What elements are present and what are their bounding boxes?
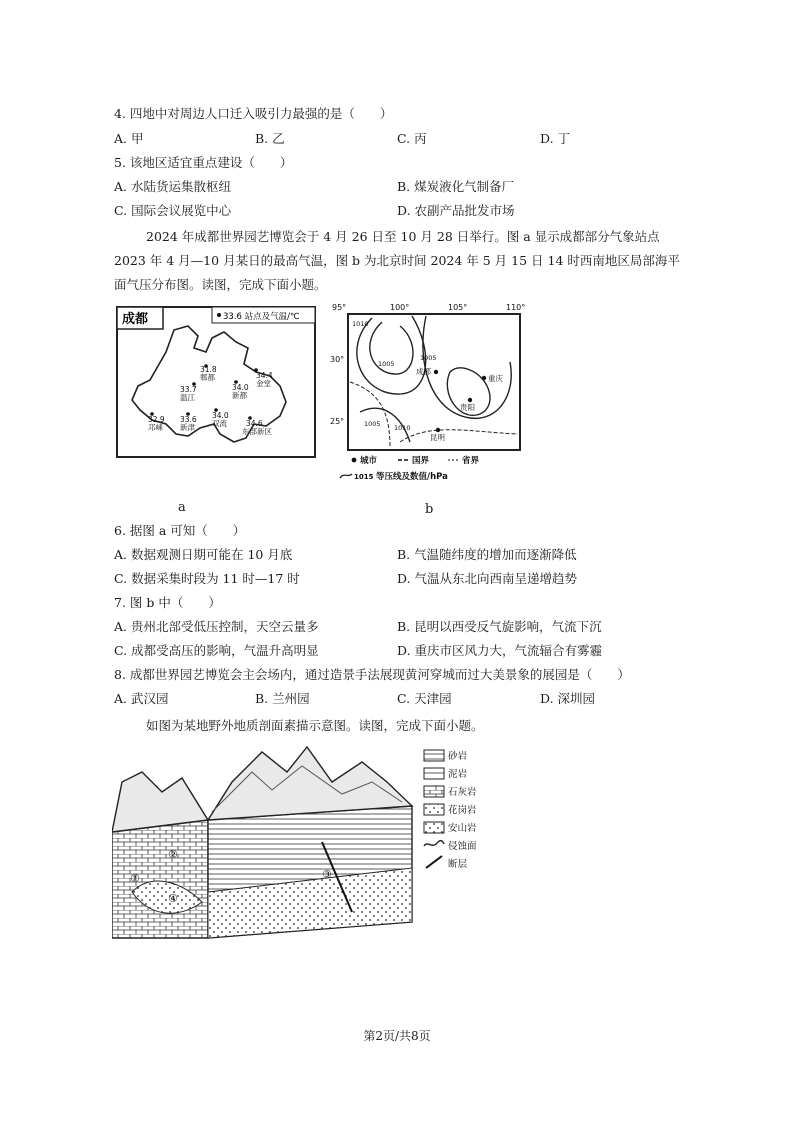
q6-option-a: A. 数据观测日期可能在 10 月底 [114, 547, 293, 562]
q6-option-d: D. 气温从东北向西南呈递增趋势 [397, 571, 578, 586]
q5-option-c: C. 国际会议展览中心 [114, 203, 232, 218]
q5-stem: 5. 该地区适宜重点建设（ ） [114, 155, 293, 170]
legend-city: 城市 [360, 456, 378, 466]
isobar-value: 1010 [394, 424, 411, 432]
legend-granite: 花岗岩 [448, 805, 477, 816]
figure-a-map [116, 306, 316, 458]
legend-limestone-swatch [424, 786, 444, 797]
legend-granite-swatch [424, 804, 444, 815]
isobar-value: 1005 [420, 354, 437, 362]
station-temp: 33.7 [180, 385, 197, 394]
passage-geology-text: 如图为某地野外地质剖面素描示意图。读图，完成下面小题。 [146, 718, 484, 733]
longitude-label: 95° [332, 303, 347, 312]
isobar-value: 1005 [364, 420, 381, 428]
mark-1: ① [130, 872, 140, 885]
passage-expo-text: 2024 年成都世界园艺博览会于 4 月 26 日至 10 月 28 日举行。图 a 显示成都部分气象站点 2023 年 4 月—10 月某日的最高气温，图 b 为北京时间 2024 年 5 月 15 日 14 时西南地区局部海平面气压分布图。读图，完成下面小题。 [114, 229, 680, 292]
legend-fault: 断层 [448, 859, 468, 870]
city-dot [436, 428, 440, 432]
q7-option-a: A. 贵州北部受低压控制，天空云量多 [114, 619, 319, 634]
station-temp: 34.0 [212, 411, 229, 420]
station-name: 新都 [232, 391, 247, 400]
page-footer: 第2页/共8页 [363, 1029, 431, 1043]
passage-geology [114, 714, 689, 738]
legend-province: 省界 [462, 456, 480, 466]
q6-stem: 6. 据图 a 可知（ ） [114, 523, 246, 538]
legend-andesite: 安山岩 [448, 823, 477, 834]
isobar-value: 1005 [378, 360, 395, 368]
station-temp: 34.4 [256, 371, 273, 380]
legend-andesite-swatch [424, 822, 444, 833]
legend-erosion-swatch [424, 841, 444, 846]
figure-geology [112, 742, 502, 940]
legend-isobar-value: 1015 [354, 473, 374, 481]
longitude-label: 100° [390, 303, 410, 312]
q5-option-d: D. 农副产品批发市场 [397, 203, 515, 218]
figure-a-label: a [178, 500, 186, 515]
mark-4: ④ [168, 892, 178, 905]
legend-fault-swatch [426, 856, 442, 868]
q4-option-c: C. 丙 [397, 131, 427, 146]
legend-mudstone: 泥岩 [448, 769, 468, 780]
station-name: 新津 [180, 423, 195, 432]
station-temp: 33.6 [180, 415, 197, 424]
q7-option-b: B. 昆明以西受反气旋影响，气流下沉 [397, 619, 602, 634]
latitude-label: 25° [330, 417, 345, 426]
station-temp: 34.6 [246, 419, 263, 428]
station-name: 郫都 [200, 373, 215, 382]
longitude-label: 105° [448, 303, 468, 312]
legend-sandstone: 砂岩 [448, 751, 468, 762]
figure-a-legend: 33.6 站点及气温/℃ [223, 312, 300, 322]
q5-option-a: A. 水陆货运集散枢纽 [114, 179, 231, 194]
city-dot [468, 398, 472, 402]
station-name: 邛崃 [148, 423, 163, 432]
station-name: 双流 [212, 419, 227, 428]
q8-option-a: A. 武汉园 [114, 691, 169, 706]
block-left-face [112, 820, 208, 938]
figure-b-map [330, 302, 530, 486]
city-dot [482, 376, 486, 380]
station-name: 东部新区 [242, 427, 272, 436]
figure-a-title: 成都 [122, 312, 149, 327]
latitude-label: 30° [330, 355, 345, 364]
q4-option-d: D. 丁 [540, 131, 571, 146]
q5-option-b: B. 煤炭液化气制备厂 [397, 179, 515, 194]
q6-option-c: C. 数据采集时段为 11 时—17 时 [114, 571, 300, 586]
station-temp: 31.8 [200, 365, 217, 374]
station-temp: 34.0 [232, 383, 249, 392]
mark-2: ② [168, 848, 178, 861]
legend-isobar: 等压线及数值/hPa [376, 472, 448, 482]
legend-city-dot [352, 458, 357, 463]
legend-country: 国界 [412, 456, 430, 466]
q7-stem: 7. 图 b 中（ ） [114, 595, 221, 610]
city-name: 成都 [416, 367, 431, 376]
q7-option-c: C. 成都受高压的影响，气温升高明显 [114, 643, 319, 658]
city-name: 昆明 [430, 433, 445, 442]
q4-stem: 4. 四地中对周边人口迁入吸引力最强的是（ ） [114, 106, 393, 121]
q8-option-c: C. 天津园 [397, 691, 452, 706]
mark-3: ③ [322, 868, 332, 881]
legend-isobar-line [340, 474, 352, 478]
q8-option-b: B. 兰州园 [255, 691, 310, 706]
station-temp: 32.9 [148, 415, 165, 424]
legend-erosion: 侵蚀面 [448, 841, 477, 852]
figure-a-legend-dot [217, 313, 221, 317]
station-name: 金堂 [256, 379, 271, 388]
figure-b-label: b [425, 502, 434, 517]
city-name: 重庆 [488, 374, 503, 383]
legend-mudstone-swatch [424, 768, 444, 779]
q8-option-d: D. 深圳园 [540, 691, 596, 706]
q6-option-b: B. 气温随纬度的增加而逐渐降低 [397, 547, 577, 562]
legend-limestone: 石灰岩 [448, 787, 477, 798]
station-name: 温江 [180, 393, 195, 402]
isobar-value: 1010 [352, 320, 369, 328]
city-dot [434, 370, 438, 374]
q4-option-a: A. 甲 [114, 131, 144, 146]
passage-expo [114, 225, 689, 297]
legend-sandstone-swatch [424, 750, 444, 761]
q7-option-d: D. 重庆市区风力大，气流辐合有雾霾 [397, 643, 603, 658]
city-name: 贵阳 [460, 403, 475, 412]
q4-option-b: B. 乙 [255, 131, 285, 146]
longitude-label: 110° [506, 303, 526, 312]
q8-stem: 8. 成都世界园艺博览会主会场内，通过造景手法展现黄河穿城而过大美景象的展园是（ ） [114, 667, 630, 682]
